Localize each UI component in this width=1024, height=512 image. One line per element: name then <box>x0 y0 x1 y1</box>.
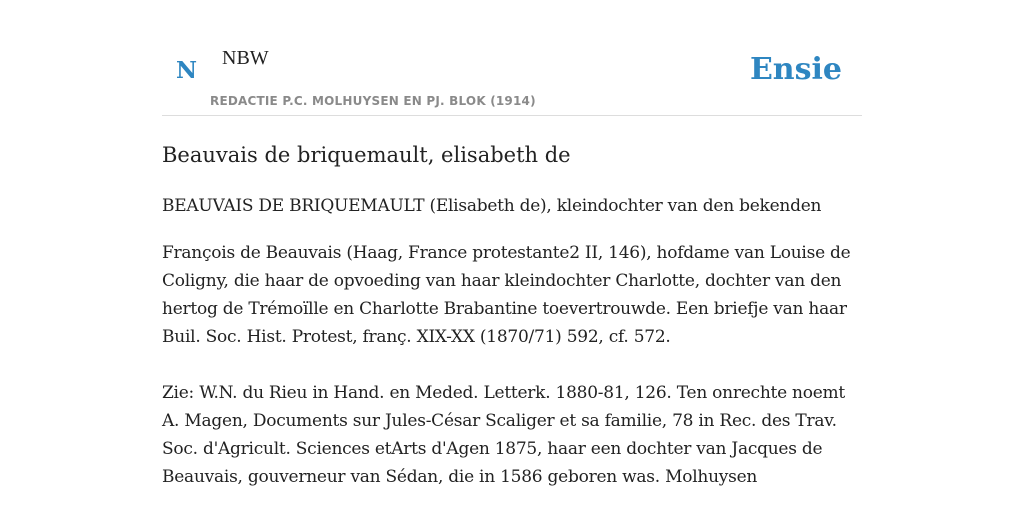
source-title[interactable]: NBW <box>222 47 269 69</box>
header-divider <box>162 115 862 116</box>
brand-logo[interactable]: Ensie <box>749 52 842 87</box>
source-subtitle: REDACTIE P.C. MOLHUYSEN EN PJ. BLOK (1914) <box>210 94 536 108</box>
logo-n-icon: N <box>176 57 198 84</box>
article-paragraph: BEAUVAIS DE BRIQUEMAULT (Elisabeth de), kleindochter van den bekenden <box>162 196 822 216</box>
article-paragraph: Zie: W.N. du Rieu in Hand. en Meded. Letterk. 1880-81, 126. Ten onrechte noemt A. Magen, Documents sur Jules-César Scaliger et sa familie, 78 in Rec. des Trav. Soc. d'Agricult. Sciences etArts d'Agen 1875, haar een dochter van Jacques de Beauvais, gouverneur van Sédan, die in 1586 geboren was. Molhuysen <box>162 383 846 487</box>
article-paragraph: François de Beauvais (Haag, France protestante2 II, 146), hofdame van Louise de Coligny, die haar de opvoeding van haar kleindochter Charlotte, dochter van den hertog de Trémoïlle en Charlotte Brabantine toevertrouwde. Een briefje van haar Buil. Soc. Hist. Protest, franç. XIX-XX (1870/71) 592, cf. 572. <box>162 243 851 347</box>
article-title: Beauvais de briquemault, elisabeth de <box>162 143 571 167</box>
